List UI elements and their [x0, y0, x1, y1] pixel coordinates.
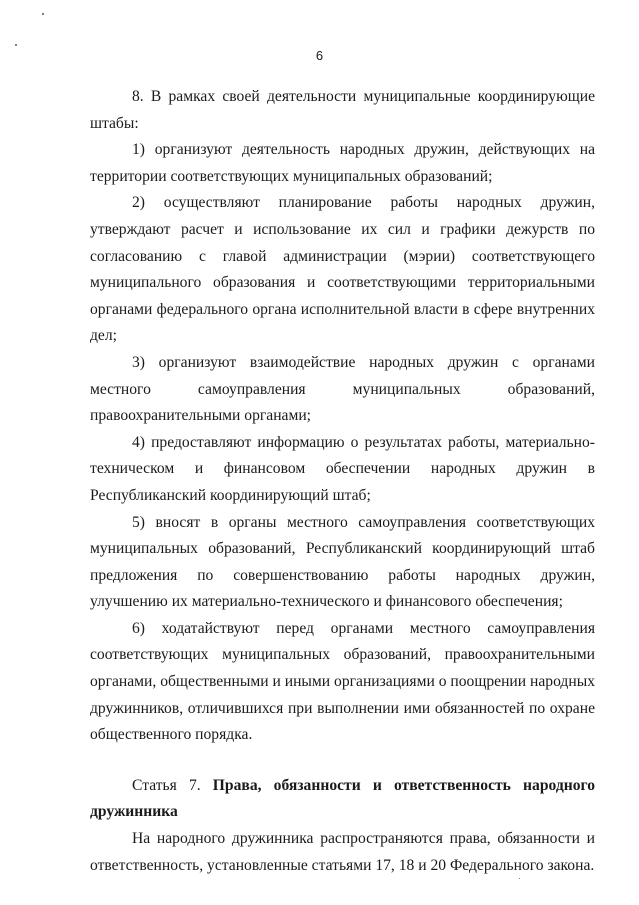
- document-body: [90, 84, 595, 879]
- article-7-prefix: Статья 7.: [132, 776, 213, 794]
- section-8-item-2: 2) осуществляют планирование работы народных дружин, утверждают расчет и использование их сил и графики дежурств по согласованию с главой администрации (мэрии) соответствующего муниципального образования и соответствующими территориальными органами федерального органа исполнительной власти в сфере внутренних дел;: [90, 194, 595, 345]
- section-8-item-4: 4) предоставляют информацию о результатах работы, материально-техническом и финансовом обеспечении народных дружин в Республиканский координирующий штаб;: [90, 433, 595, 504]
- section-8-item-3: 3) организуют взаимодействие народных дружин с органами местного самоуправления муниципальных образований, правоохранительными органами;: [90, 353, 595, 425]
- section-8-item-6: 6) ходатайствуют перед органами местного самоуправления соответствующих муниципальных образований, правоохранительными органами, общественными и иными организациями о поощрении народных дружинников, отличившихся при выполнении ими обязанностей по охране общественного порядка.: [90, 619, 595, 744]
- section-8-item-1: 1) организуют деятельность народных дружин, действующих на территории соответствующих муниципальных образований;: [90, 141, 595, 185]
- page-number: 6: [315, 48, 324, 63]
- article-7-body: На народного дружинника распространяются права, обязанности и ответственность, установленные статьями 17, 18 и 20 Федерального закона.: [90, 830, 595, 874]
- section-8-intro: 8. В рамках своей деятельности муниципальные координирующие штабы:: [90, 88, 595, 132]
- section-8-item-5: 5) вносят в органы местного самоуправления соответствующих муниципальных образований, Республиканский координирующий штаб предложения по совершенствованию работы народных дружин, улучшению их материально-технического и финансового обеспечения;: [90, 513, 595, 611]
- article-7-heading: [90, 773, 595, 826]
- scan-speck: [15, 44, 17, 46]
- scan-speck: [42, 13, 44, 15]
- article-7-title: Права, обязанности и ответственность народного дружинника: [90, 776, 595, 821]
